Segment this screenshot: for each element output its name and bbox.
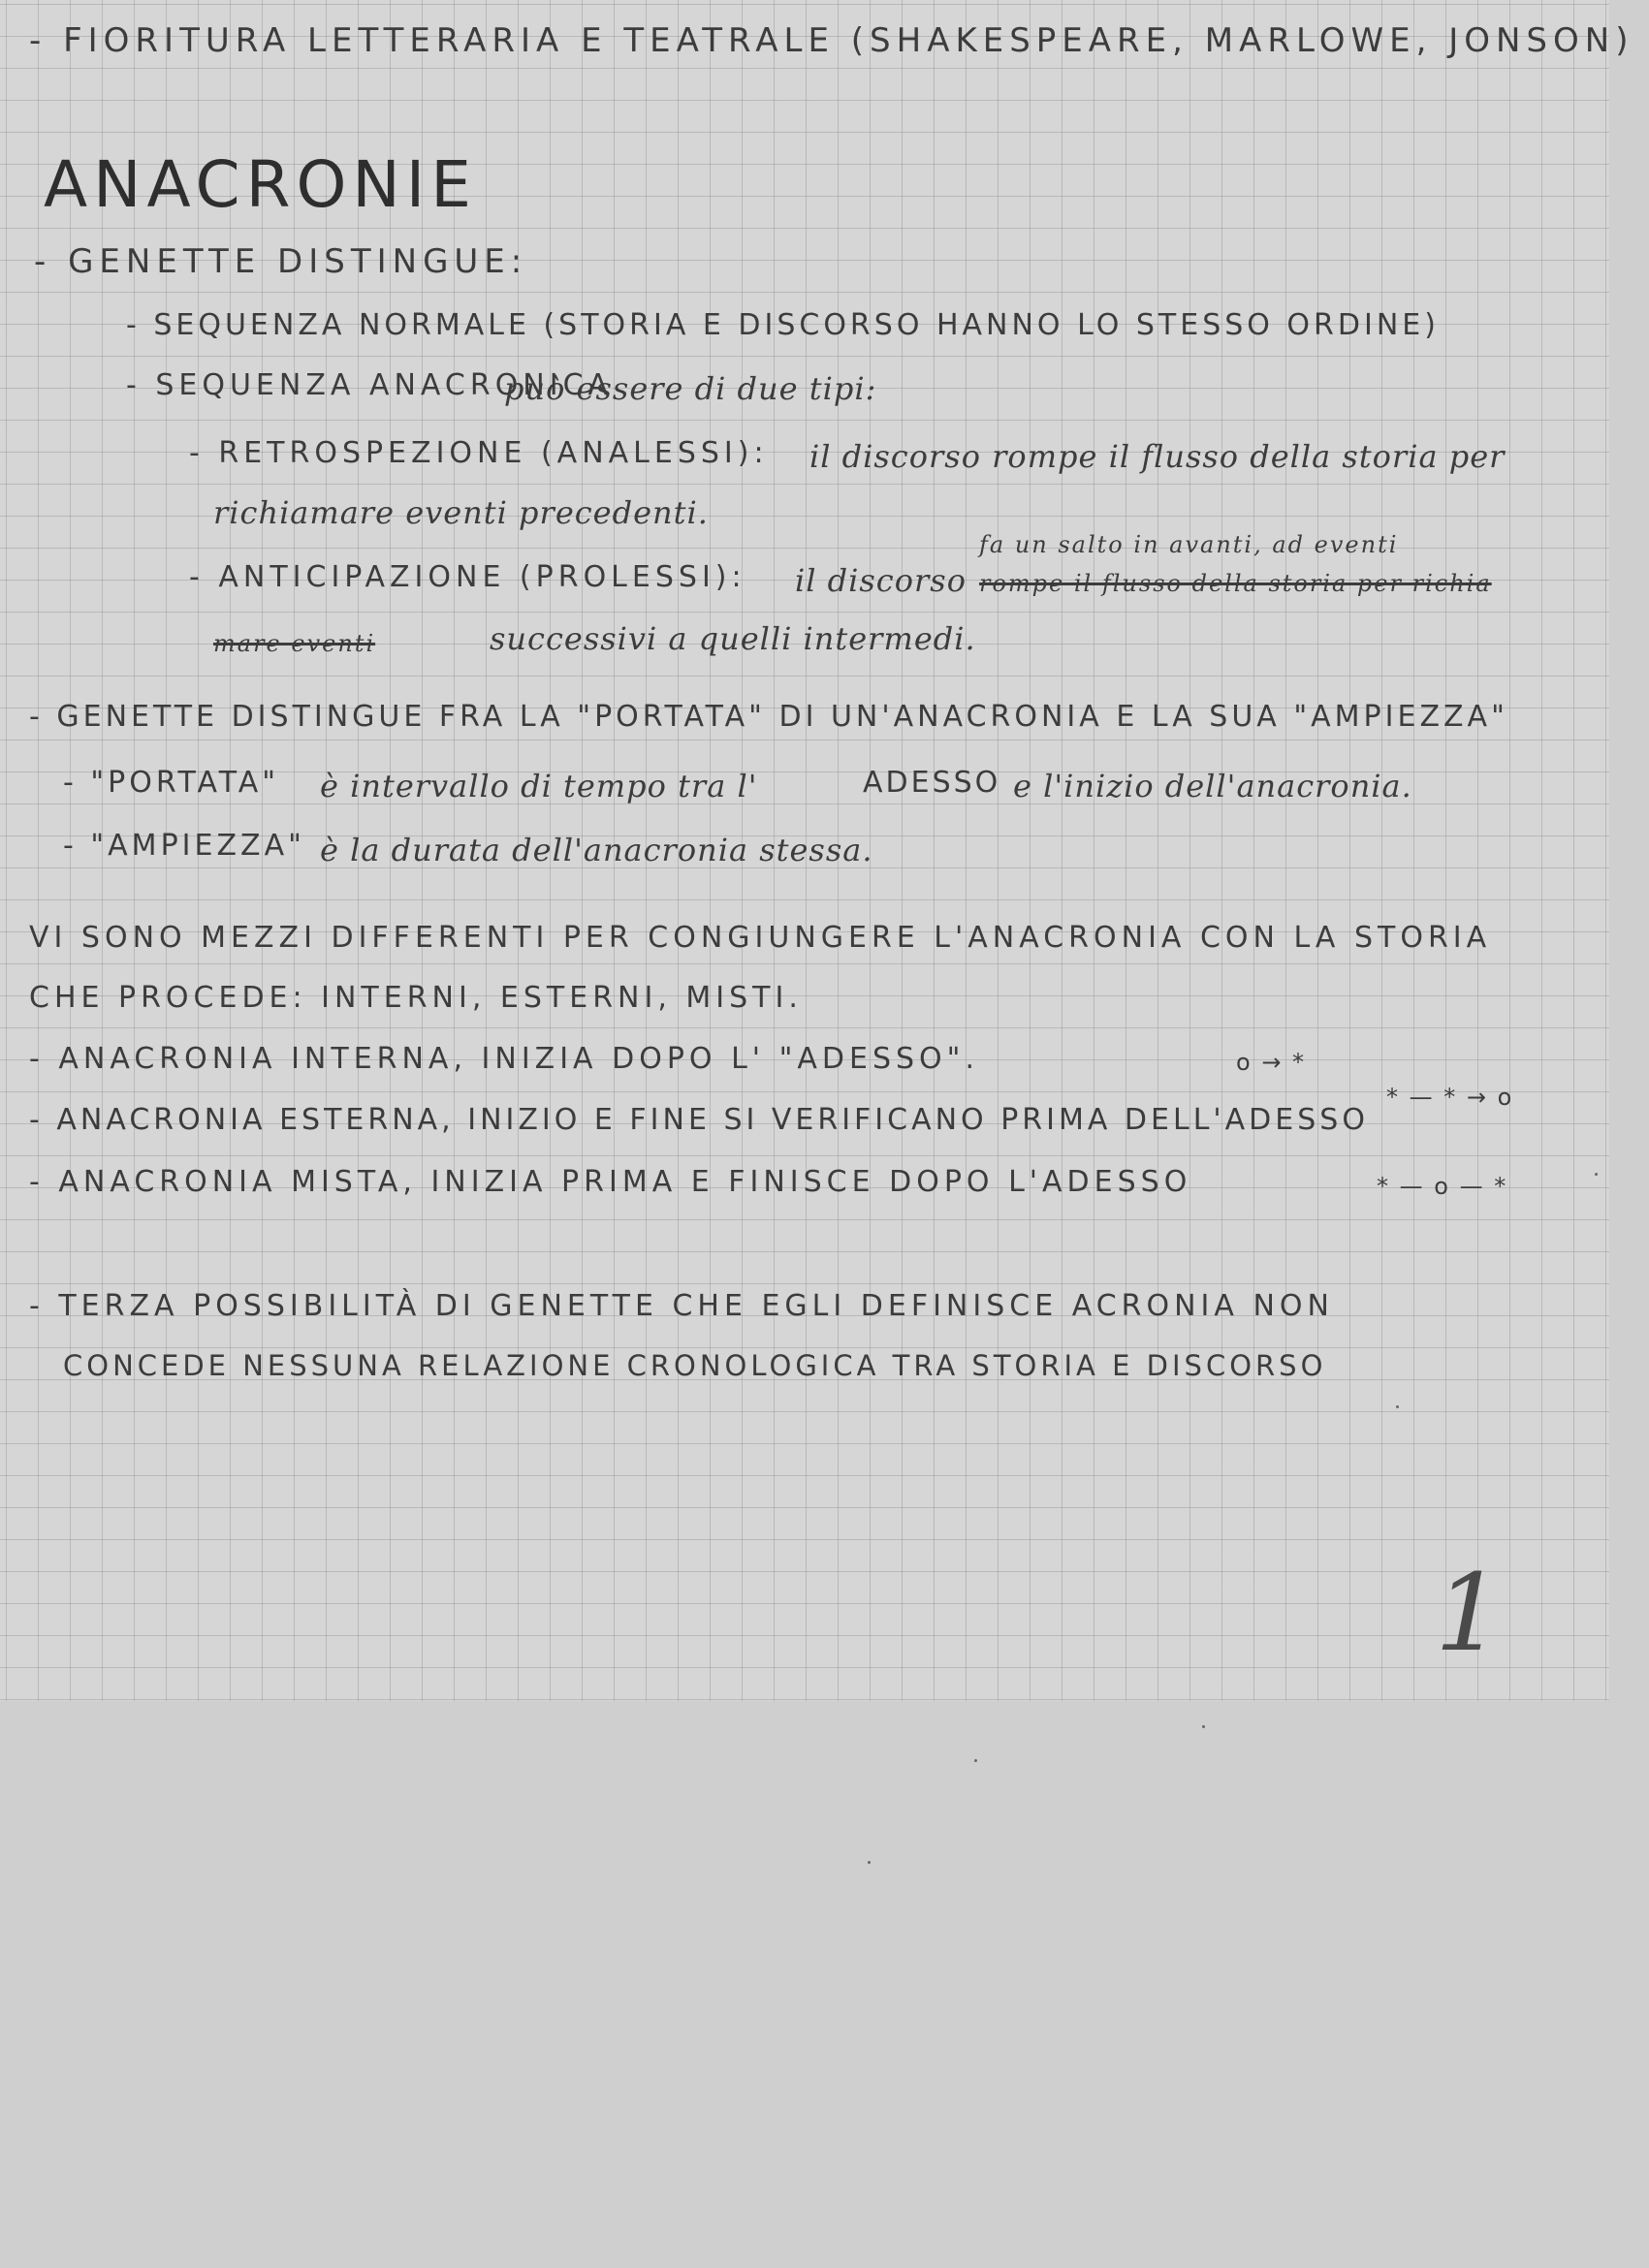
note-line-retrospezione-cont: il discorso rompe il flusso della storia per <box>809 438 1506 475</box>
note-symbol-esterna: * — * → o <box>1386 1084 1514 1111</box>
note-line-retrospezione: - RETROSPEZIONE (ANALESSI): <box>189 436 769 470</box>
note-line-sequenza-anacronica-cont: può essere di due tipi: <box>504 370 877 407</box>
note-line-portata-adesso: ADESSO <box>863 766 1001 800</box>
note-line-portata-def-end: e l'inizio dell'anacronia. <box>1013 768 1412 804</box>
note-line-mezzi: VI SONO MEZZI DIFFERENTI PER CONGIUNGERE L'ANACRONIA CON LA STORIA <box>29 921 1492 955</box>
note-line-anticipazione-struck: rompe il flusso della storia per richia <box>979 570 1492 597</box>
note-line-interna: - ANACRONIA INTERNA, INIZIA DOPO L' "ADESSO". <box>29 1042 979 1076</box>
note-line-anticipazione-cont: il discorso <box>795 562 967 599</box>
note-line-esterna: - ANACRONIA ESTERNA, INIZIO E FINE SI VERIFICANO PRIMA DELL'ADESSO <box>29 1103 1369 1137</box>
note-line-top: - FIORITURA LETTERARIA E TEATRALE (SHAKESPEARE, MARLOWE, JONSON) <box>29 21 1634 60</box>
speck <box>1595 1173 1598 1176</box>
note-line-richiamare: richiamare eventi precedenti. <box>213 494 709 531</box>
speck <box>1202 1725 1205 1728</box>
speck <box>974 1759 977 1762</box>
note-line-genette: - GENETTE DISTINGUE: <box>34 242 528 281</box>
note-line-portata-def: è intervallo di tempo tra l' <box>320 768 758 804</box>
page-number: 1 <box>1435 1551 1503 1675</box>
note-line-terza: - TERZA POSSIBILITÀ DI GENETTE CHE EGLI DEFINISCE ACRONIA NON <box>29 1289 1334 1323</box>
note-line-sequenza-anacronica: - SEQUENZA ANACRONICA <box>126 368 614 402</box>
note-line-struck-words: mare eventi <box>213 630 376 657</box>
note-line-procede: CHE PROCEDE: INTERNI, ESTERNI, MISTI. <box>29 981 803 1015</box>
note-line-concede: CONCEDE NESSUNA RELAZIONE CRONOLOGICA TRA STORIA E DISCORSO <box>63 1349 1327 1382</box>
speck <box>1396 1405 1399 1408</box>
note-symbol-mista: * — o — * <box>1377 1173 1508 1200</box>
note-line-portata: - "PORTATA" <box>63 766 280 800</box>
note-line-ampiezza: - "AMPIEZZA" <box>63 829 305 863</box>
note-line-ampiezza-def: è la durata dell'anacronia stessa. <box>320 832 873 868</box>
note-line-sequenza-normale: - SEQUENZA NORMALE (STORIA E DISCORSO HANNO LO STESSO ORDINE) <box>126 308 1440 342</box>
note-line-successivi: successivi a quelli intermedi. <box>490 620 976 657</box>
note-line-portata-ampiezza: - GENETTE DISTINGUE FRA LA "PORTATA" DI UN'ANACRONIA E LA SUA "AMPIEZZA" <box>29 700 1508 734</box>
note-line-insertion-above: fa un salto in avanti, ad eventi <box>979 531 1399 558</box>
page-title: ANACRONIE <box>44 147 477 222</box>
note-line-anticipazione: - ANTICIPAZIONE (PROLESSI): <box>189 560 746 594</box>
note-line-mista: - ANACRONIA MISTA, INIZIA PRIMA E FINISCE DOPO L'ADESSO <box>29 1165 1192 1199</box>
speck <box>868 1861 871 1864</box>
note-symbol-interna: o → * <box>1236 1049 1307 1076</box>
